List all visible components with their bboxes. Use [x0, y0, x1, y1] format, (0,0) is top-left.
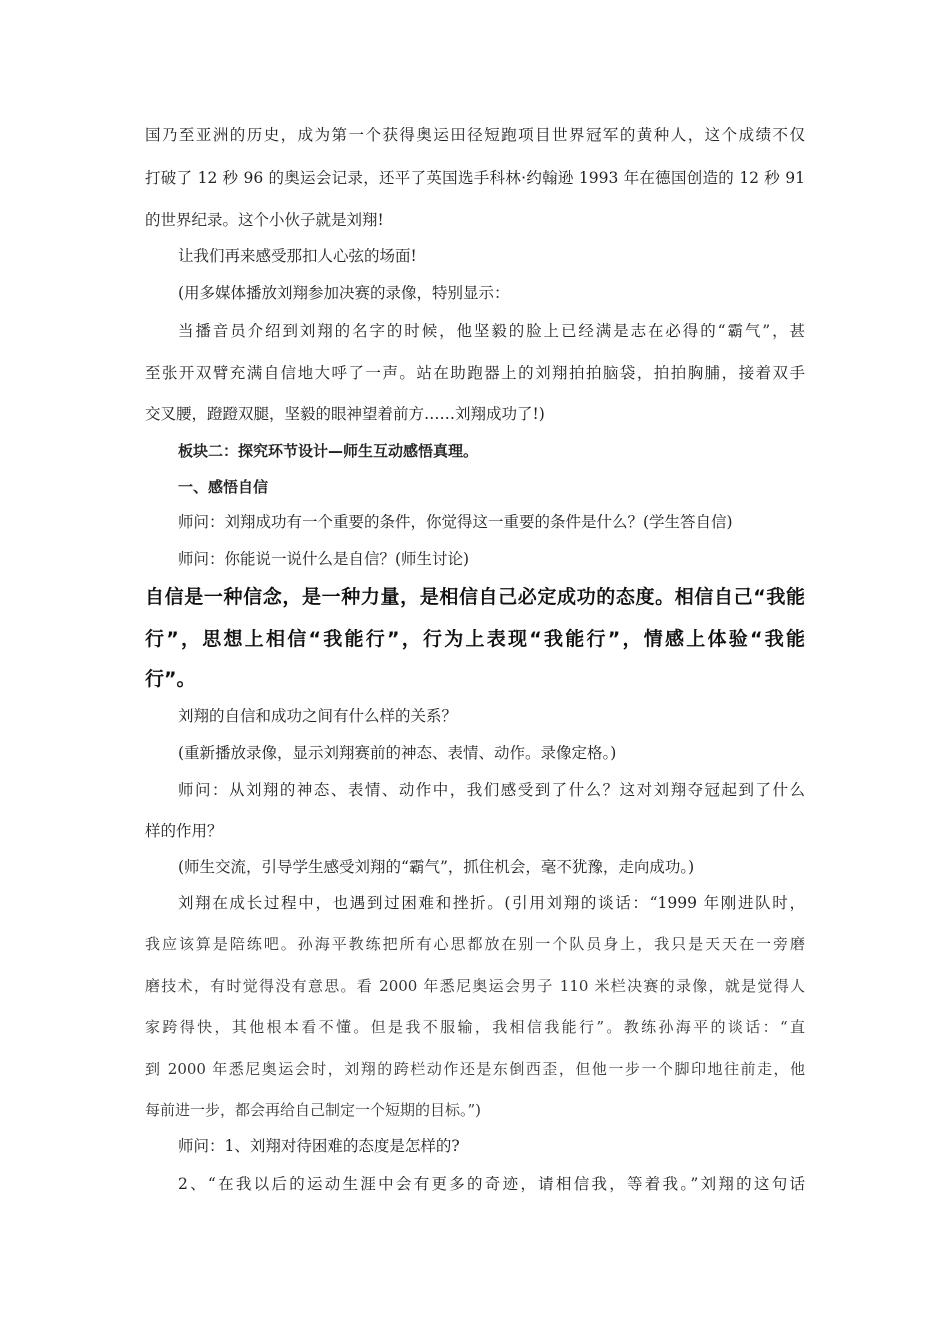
paragraph-line: 师问：1、刘翔对待困难的态度是怎样的? [178, 1137, 460, 1155]
quote-line: 我应该算是陪练吧。孙海平教练把所有心思都放在别一个队员身上，我只是天天在一旁磨 [145, 935, 805, 953]
paragraph-line: 至张开双臂充满自信地大呼了一声。站在助跑器上的刘翔拍拍脑袋，拍拍胸脯，接着双手 [145, 364, 805, 382]
paragraph-line: 国乃至亚洲的历史，成为第一个获得奥运田径短跑项目世界冠军的黄种人，这个成绩不仅 [145, 126, 805, 144]
quote-line: 到 2000 年悉尼奥运会时，刘翔的跨栏动作还是东倒西歪，但他一步一个脚印地往前走，他 [145, 1060, 805, 1078]
paragraph-line: 2、“在我以后的运动生涯中会有更多的奇迹，请相信我，等着我。”刘翔的这句话 [178, 1175, 805, 1193]
paragraph-line: 师问：你能说一说什么是自信？(师生讨论) [178, 550, 470, 568]
paragraph-line: (师生交流，引导学生感受刘翔的“霸气”，抓住机会，毫不犹豫，走向成功。) [178, 858, 695, 876]
quote-line: 磨技术，有时觉得没有意思。看 2000 年悉尼奥运会男子 110 米栏决赛的录像，就是觉得人 [145, 977, 805, 995]
paragraph-line: 师问：从刘翔的神态、表情、动作中，我们感受到了什么？这对刘翔夺冠起到了什么 [178, 781, 805, 799]
quote-line: 家跨得快，其他根本看不懂。但是我不服输，我相信我能行”。教练孙海平的谈话：“直 [145, 1018, 805, 1036]
paragraph-line: 刘翔在成长过程中，也遇到过困难和挫折。(引用刘翔的谈话：“1999 年刚进队时， [178, 894, 805, 912]
paragraph-line: 刘翔的自信和成功之间有什么样的关系？ [178, 707, 458, 725]
emphasis-line: 行”。 [145, 668, 196, 690]
section-heading: 板块二：探究环节设计—师生互动感悟真理。 [178, 442, 479, 460]
paragraph-line: 当播音员介绍到刘翔的名字的时候，他坚毅的脸上已经满是志在必得的“霸气”，甚 [178, 322, 805, 340]
emphasis-line: 行”，思想上相信“我能行”，行为上表现“我能行”，情感上体验“我能 [145, 628, 805, 650]
subsection-heading: 一、感悟自信 [178, 478, 269, 496]
paragraph-line: 样的作用？ [145, 822, 223, 840]
paragraph-line: 打破了 12 秒 96 的奥运会记录，还平了英国选手科林·约翰逊 1993 年在德国创造的 12 秒 91 [145, 169, 805, 187]
quote-line: 每前进一步，都会再给自己制定一个短期的目标。”) [145, 1101, 482, 1119]
paragraph-line: 的世界纪录。这个小伙子就是刘翔! [145, 211, 384, 229]
paragraph-line: 让我们再来感受那扣人心弦的场面! [178, 247, 417, 265]
paragraph-line: (重新播放录像，显示刘翔赛前的神态、表情、动作。录像定格。) [178, 744, 617, 762]
emphasis-line: 自信是一种信念，是一种力量，是相信自己必定成功的态度。相信自己“我能 [145, 586, 805, 608]
paragraph-line: 交叉腰，蹬蹬双腿，坚毅的眼神望着前方……刘翔成功了!) [145, 405, 545, 423]
paragraph-line: (用多媒体播放刘翔参加决赛的录像，特别显示： [178, 284, 510, 302]
paragraph-line: 师问：刘翔成功有一个重要的条件，你觉得这一重要的条件是什么？(学生答自信) [178, 513, 733, 531]
